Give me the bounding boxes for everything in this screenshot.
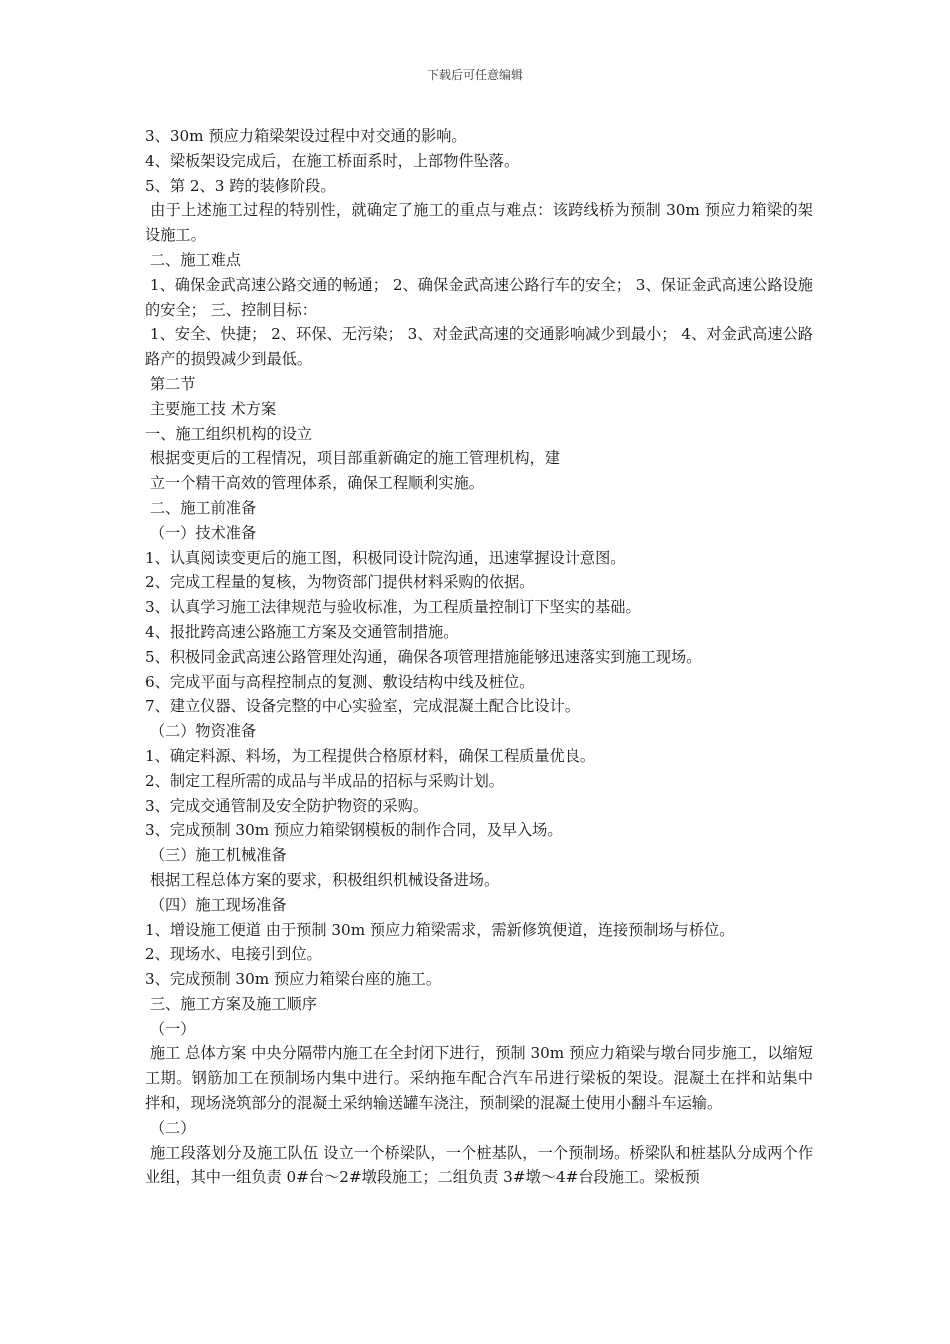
section-heading: 主要施工技 术方案 (145, 399, 277, 418)
section-heading: 二、施工前准备 (145, 498, 257, 517)
paragraph: 5、第 2、3 跨的装修阶段。 (145, 176, 336, 195)
section-heading: 二、施工难点 (145, 250, 241, 269)
paragraph: 根据工程总体方案的要求，积极组织机械设备进场。 (145, 870, 500, 889)
list-item: 1、确定料源、料场，为工程提供合格原材料，确保工程质量优良。 (145, 746, 596, 765)
list-item: 4、报批跨高速公路施工方案及交通管制措施。 (145, 622, 459, 641)
list-item: 3、完成预制 30m 预应力箱梁台座的施工。 (145, 970, 442, 989)
list-item: 3、完成预制 30m 预应力箱梁钢模板的制作合同，及早入场。 (145, 821, 563, 840)
page-header: 下载后可任意编辑 (426, 68, 523, 82)
subsection-heading: （一） (145, 1019, 196, 1038)
paragraph: 施工段落划分及施工队伍 设立一个桥梁队，一个桩基队，一个预制场。桥梁队和桩基队分成两个作业组，其中一组负责 0#台～2#墩段施工；二组负责 3#墩～4#台段施工。梁板预 (145, 1143, 814, 1187)
document-body (145, 124, 813, 1190)
list-item: 2、完成工程量的复核，为物资部门提供材料采购的依据。 (145, 573, 535, 592)
section-heading: 第二节 (145, 374, 196, 393)
list-item: 1、认真阅读变更后的施工图，积极同设计院沟通，迅速掌握设计意图。 (145, 548, 626, 567)
section-heading: 三、施工方案及施工顺序 (145, 994, 317, 1013)
paragraph: 1、确保金武高速公路交通的畅通； 2、确保金武高速公路行车的安全； 3、保证金武高速公路设施的安全； 三、控制目标： (145, 275, 813, 319)
paragraph: 1、安全、快捷； 2、环保、无污染； 3、对金武高速的交通影响减少到最小； 4、对金武高速公路路产的损毁减少到最低。 (145, 325, 813, 369)
list-item: 5、积极同金武高速公路管理处沟通，确保各项管理措施能够迅速落实到施工现场。 (145, 647, 702, 666)
paragraph: 根据变更后的工程情况，项目部重新确定的施工管理机构，建 (145, 449, 560, 468)
paragraph: 4、梁板架设完成后，在施工桥面系时，上部物件坠落。 (145, 151, 520, 170)
subsection-heading: （三）施工机械准备 (145, 846, 287, 865)
list-item: 7、建立仪器、设备完整的中心实验室，完成混凝土配合比设计。 (145, 697, 580, 716)
paragraph: 3、30m 预应力箱梁架设过程中对交通的影响。 (145, 127, 467, 145)
paragraph: 施工 总体方案 中央分隔带内施工在全封闭下进行，预制 30m 预应力箱梁与墩台同步施工，以缩短工期。钢筋加工在预制场内集中进行。采纳拖车配合汽车吊进行梁板的架设。混凝土在拌和站集中拌和，现场浇筑部分的混凝土采纳输送罐车浇注，预制梁的混凝土使用小翻斗车运输。 (145, 1044, 813, 1113)
subsection-heading: （二） (145, 1118, 196, 1137)
list-item: 3、完成交通管制及安全防护物资的采购。 (145, 796, 429, 815)
list-item: 1、增设施工便道 由于预制 30m 预应力箱梁需求，需新修筑便道，连接预制场与桥位。 (145, 920, 735, 939)
list-item: 2、制定工程所需的成品与半成品的招标与采购计划。 (145, 771, 504, 790)
section-heading: 一、施工组织机构的设立 (145, 424, 313, 443)
paragraph: 立一个精干高效的管理体系，确保工程顺利实施。 (145, 474, 484, 493)
list-item: 3、认真学习施工法律规范与验收标准，为工程质量控制订下坚实的基础。 (145, 598, 641, 617)
subsection-heading: （二）物资准备 (145, 722, 257, 741)
list-item: 6、完成平面与高程控制点的复测、敷设结构中线及桩位。 (145, 672, 535, 691)
paragraph: 由于上述施工过程的特别性，就确定了施工的重点与难点：该跨线桥为预制 30m 预应力箱梁的架设施工。 (145, 201, 813, 245)
list-item: 2、现场水、电接引到位。 (145, 945, 322, 964)
subsection-heading: （四）施工现场准备 (145, 895, 287, 914)
subsection-heading: （一）技术准备 (145, 523, 257, 542)
